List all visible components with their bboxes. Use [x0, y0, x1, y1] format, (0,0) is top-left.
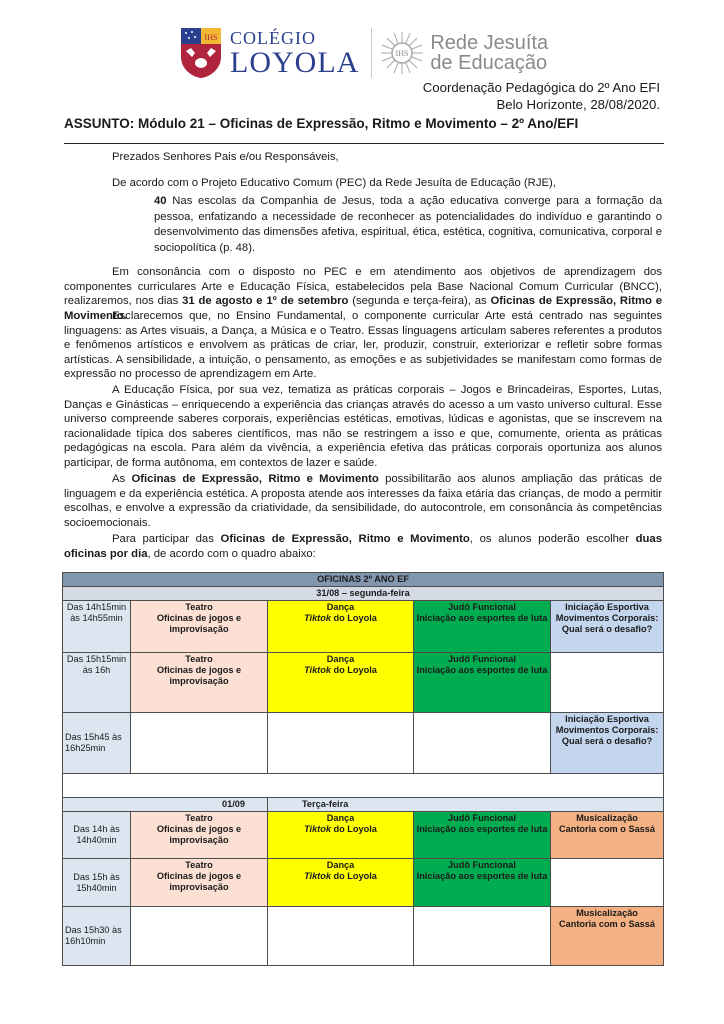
workshop-danca: Dança Tiktok do Loyola [268, 601, 414, 653]
paragraph-3: A Educação Física, por sua vez, tematiza as práticas corporais – Jogos e Brincadeiras, Esportes, Lutas, Danças e Ginásticas – enriquecendo a experiência das crianças através do acesso a um vasto universo cultural. Esse universo compreende saberes corporais, experiências estéticas, emotivas, lúdicas e agonistas, que se inscrevem na racionalidade típica dos saberes científicos, mas não se restringem a isso e que, comumente, orienta as práticas pedagógicas na escola. Para além da vivência, a experiência efetiva das práticas corporais oportuniza aos alunos participar, de forma autônoma, em contextos de lazer e saúde. [64, 384, 662, 469]
workshop-judo: Judô Funcional Iniciação aos esportes de luta [414, 812, 551, 859]
workshop-danca: Dança Tiktok do Loyola [268, 653, 414, 713]
greeting: Prezados Senhores Pais e/ou Responsáveis, [112, 151, 339, 163]
pec-quote [154, 194, 662, 256]
header-rule [64, 143, 664, 144]
subject-label: ASSUNTO: [64, 116, 135, 131]
time-slot: Das 15h15min às 16h [63, 653, 131, 713]
separator-row [63, 774, 664, 798]
table-title-row [63, 573, 664, 587]
workshop-danca: Dança Tiktok do Loyola [268, 812, 414, 859]
place-date: Belo Horizonte, 28/08/2020. [496, 97, 660, 112]
workshop-teatro: Teatro Oficinas de jogos e improvisação [131, 812, 268, 859]
subject-text: Módulo 21 – Oficinas de Expressão, Ritmo e Movimento – 2º Ano/EFI [138, 116, 579, 131]
time-slot: Das 15h às 15h40min [63, 859, 131, 907]
quote-ref: (p. 48). [219, 241, 256, 254]
workshop-judo: Judô Funcional Iniciação aos esportes de luta [414, 653, 551, 713]
time-slot: Das 15h30 às 16h10min [63, 907, 131, 966]
workshop-iniciacao: Iniciação Esportiva Movimentos Corporais: Qual será o desafio? [551, 713, 664, 774]
workshop-schedule-table [62, 572, 664, 966]
time-slot: Das 14h às 14h40min [63, 812, 131, 859]
svg-text:IHS: IHS [204, 33, 218, 42]
rje-emblem-icon [380, 31, 424, 75]
table-row [63, 601, 664, 653]
day1-header: 31/08 – segunda-feira [63, 587, 664, 601]
table-row [63, 812, 664, 859]
paragraph-4: As Oficinas de Expressão, Ritmo e Movimento possibilitarão aos alunos ampliação das práticas de linguagem e da experiência estética. A proposta atende aos interesses da faixa etária das crianças, de modo a permitir escolhas, e envolve a expressão da criatividade, da sensibilidade, do autocontrole, em consonância às competências socioemocionais. [64, 473, 662, 529]
table-row [63, 907, 664, 966]
empty-cell [551, 653, 664, 713]
subject-line [64, 116, 578, 131]
workshop-iniciacao: Iniciação Esportiva Movimentos Corporais: Qual será o desafio? [551, 601, 664, 653]
colegio-loyola-shield-icon [180, 27, 222, 79]
day2-header-row [63, 798, 664, 812]
workshop-judo: Judô Funcional Iniciação aos esportes de luta [414, 859, 551, 907]
time-slot: Das 14h15min às 14h55min [63, 601, 131, 653]
empty-cell [551, 859, 664, 907]
workshops-title: Oficinas de Expressão, Ritmo e Movimento. [64, 295, 662, 322]
workshop-danca: Dança Tiktok do Loyola [268, 859, 414, 907]
workshop-teatro: Teatro Oficinas de jogos e improvisação [131, 653, 268, 713]
quote-text: Nas escolas da Companhia de Jesus, toda a ação educativa converge para a formação da pessoa, enfatizando a necessidade de reconhecer as potencialidades do indivíduo e garantindo o desenvolvimento das dimensões afetiva, espiritual, ética, estética, cognitiva, comunicativa, corporal e sociopolítica [154, 195, 662, 254]
paragraph-5: Para participar das Oficinas de Expressão, Ritmo e Movimento, os alunos poderão escolher duas oficinas por dia, de acordo com o quadro abaixo: [64, 533, 662, 560]
workshop-teatro: Teatro Oficinas de jogos e improvisação [131, 859, 268, 907]
colegio-loyola-wordmark: COLÉGIO LOYOLA [230, 27, 360, 79]
paragraph-1: Em consonância com o disposto no PEC e em atendimento aos objetivos de aprendizagem dos componentes curriculares Arte e Educação Física, estabelecidos pela Base Nacional Comum Curricular (BNCC), realizaremos, nos dias 31 de agosto e 1º de setembro (segunda e terça-feira), as Oficinas de Expressão, Ritmo e Movimento. [64, 266, 662, 322]
logo-divider [371, 28, 372, 78]
day2-date: 01/09 [63, 798, 268, 812]
table-title: OFICINAS 2º ANO EF [63, 573, 664, 587]
empty-cell [131, 907, 268, 966]
dates: 31 de agosto e 1º de setembro [182, 295, 349, 308]
table-row [63, 653, 664, 713]
day1-header-row [63, 587, 664, 601]
rje-wordmark: Rede Jesuíta de Educação [430, 32, 549, 74]
workshop-teatro: Teatro Oficinas de jogos e improvisação [131, 601, 268, 653]
day2-weekday: Terça-feira [268, 798, 664, 812]
time-slot: Das 15h45 às 16h25min [63, 713, 131, 774]
table-row [63, 859, 664, 907]
quote-number: 40 [154, 195, 167, 207]
workshop-judo: Judô Funcional Iniciação aos esportes de luta [414, 601, 551, 653]
workshop-musicalizacao: Musicalização Cantoria com o Sassá [551, 812, 664, 859]
empty-cell [414, 713, 551, 774]
intro: De acordo com o Projeto Educativo Comum (PEC) da Rede Jesuíta de Educação (RJE), [112, 177, 556, 189]
table-row [63, 713, 664, 774]
workshop-musicalizacao: Musicalização Cantoria com o Sassá [551, 907, 664, 966]
svg-text:IHS: IHS [395, 49, 409, 58]
empty-cell [131, 713, 268, 774]
paragraph-2: Esclarecemos que, no Ensino Fundamental, o componente curricular Arte está centrado nas seguintes linguagens: as Artes visuais, a Dança, a Música e o Teatro. Essas linguagens articulam saberes referentes a produtos e fenômenos artísticos e envolvem as práticas de criar, ler, produzir, construir, exteriorizar e refletir sobre formas artísticas. A sensibilidade, a intuição, o pensamento, as emoções e as subjetividades se manifestam como formas de expressão no processo de aprendizagem em Arte. [64, 310, 662, 381]
header-logos [180, 24, 548, 82]
coordination-line: Coordenação Pedagógica do 2º Ano EFI [422, 80, 660, 95]
empty-cell [268, 907, 414, 966]
empty-cell [268, 713, 414, 774]
empty-cell [414, 907, 551, 966]
